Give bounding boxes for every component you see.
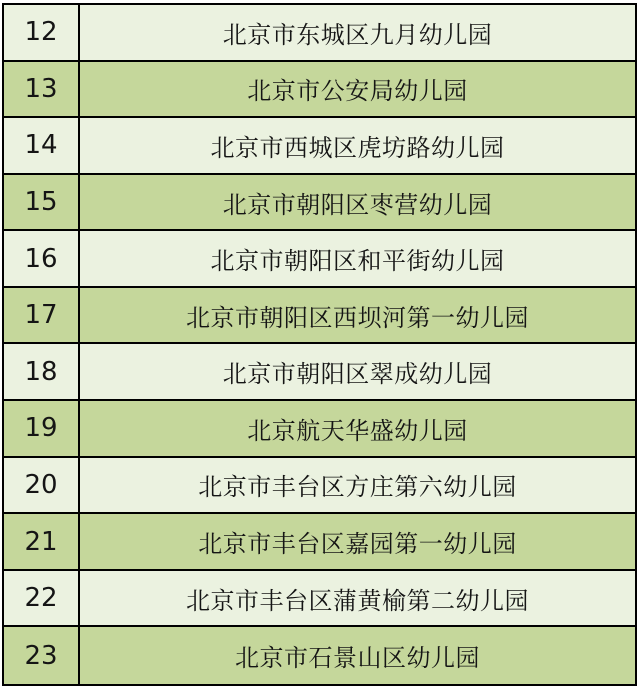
table-row [4, 175, 635, 232]
table-row [4, 118, 635, 175]
kindergarten-table [2, 3, 637, 686]
row-number-cell: 16 [4, 231, 80, 286]
row-number-cell: 13 [4, 62, 80, 117]
table-row [4, 231, 635, 288]
kindergarten-name-cell: 北京市朝阳区和平街幼儿园 [210, 247, 505, 276]
kindergarten-name-cell: 北京市丰台区嘉园第一幼儿园 [198, 530, 517, 559]
table-row [4, 458, 635, 515]
row-number-cell: 15 [4, 175, 80, 230]
table-row [4, 5, 635, 62]
row-number-cell: 23 [4, 627, 80, 684]
row-number-cell: 12 [4, 5, 80, 60]
kindergarten-name-cell: 北京市朝阳区枣营幼儿园 [222, 190, 493, 219]
table-row [4, 571, 635, 628]
kindergarten-name-cell: 北京市丰台区蒲黄榆第二幼儿园 [186, 586, 529, 615]
row-number-cell: 19 [4, 401, 80, 456]
kindergarten-name-cell: 北京市东城区九月幼儿园 [222, 20, 493, 49]
kindergarten-name-cell: 北京市西城区虎坊路幼儿园 [210, 133, 505, 162]
kindergarten-name-cell: 北京市石景山区幼儿园 [235, 644, 480, 673]
table-row [4, 627, 635, 684]
table-row [4, 344, 635, 401]
row-number-cell: 18 [4, 344, 80, 399]
row-number-cell: 20 [4, 458, 80, 513]
table-row [4, 401, 635, 458]
kindergarten-name-cell: 北京市丰台区方庄第六幼儿园 [198, 473, 517, 502]
row-number-cell: 22 [4, 571, 80, 626]
kindergarten-name-cell: 北京航天华盛幼儿园 [247, 416, 468, 445]
kindergarten-name-cell: 北京市朝阳区翠成幼儿园 [222, 360, 493, 389]
row-number-cell: 17 [4, 288, 80, 343]
table-row [4, 288, 635, 345]
table-row [4, 514, 635, 571]
row-number-cell: 14 [4, 118, 80, 173]
table-row [4, 62, 635, 119]
kindergarten-name-cell: 北京市公安局幼儿园 [247, 77, 468, 106]
row-number-cell: 21 [4, 514, 80, 569]
kindergarten-name-cell: 北京市朝阳区西坝河第一幼儿园 [186, 303, 529, 332]
